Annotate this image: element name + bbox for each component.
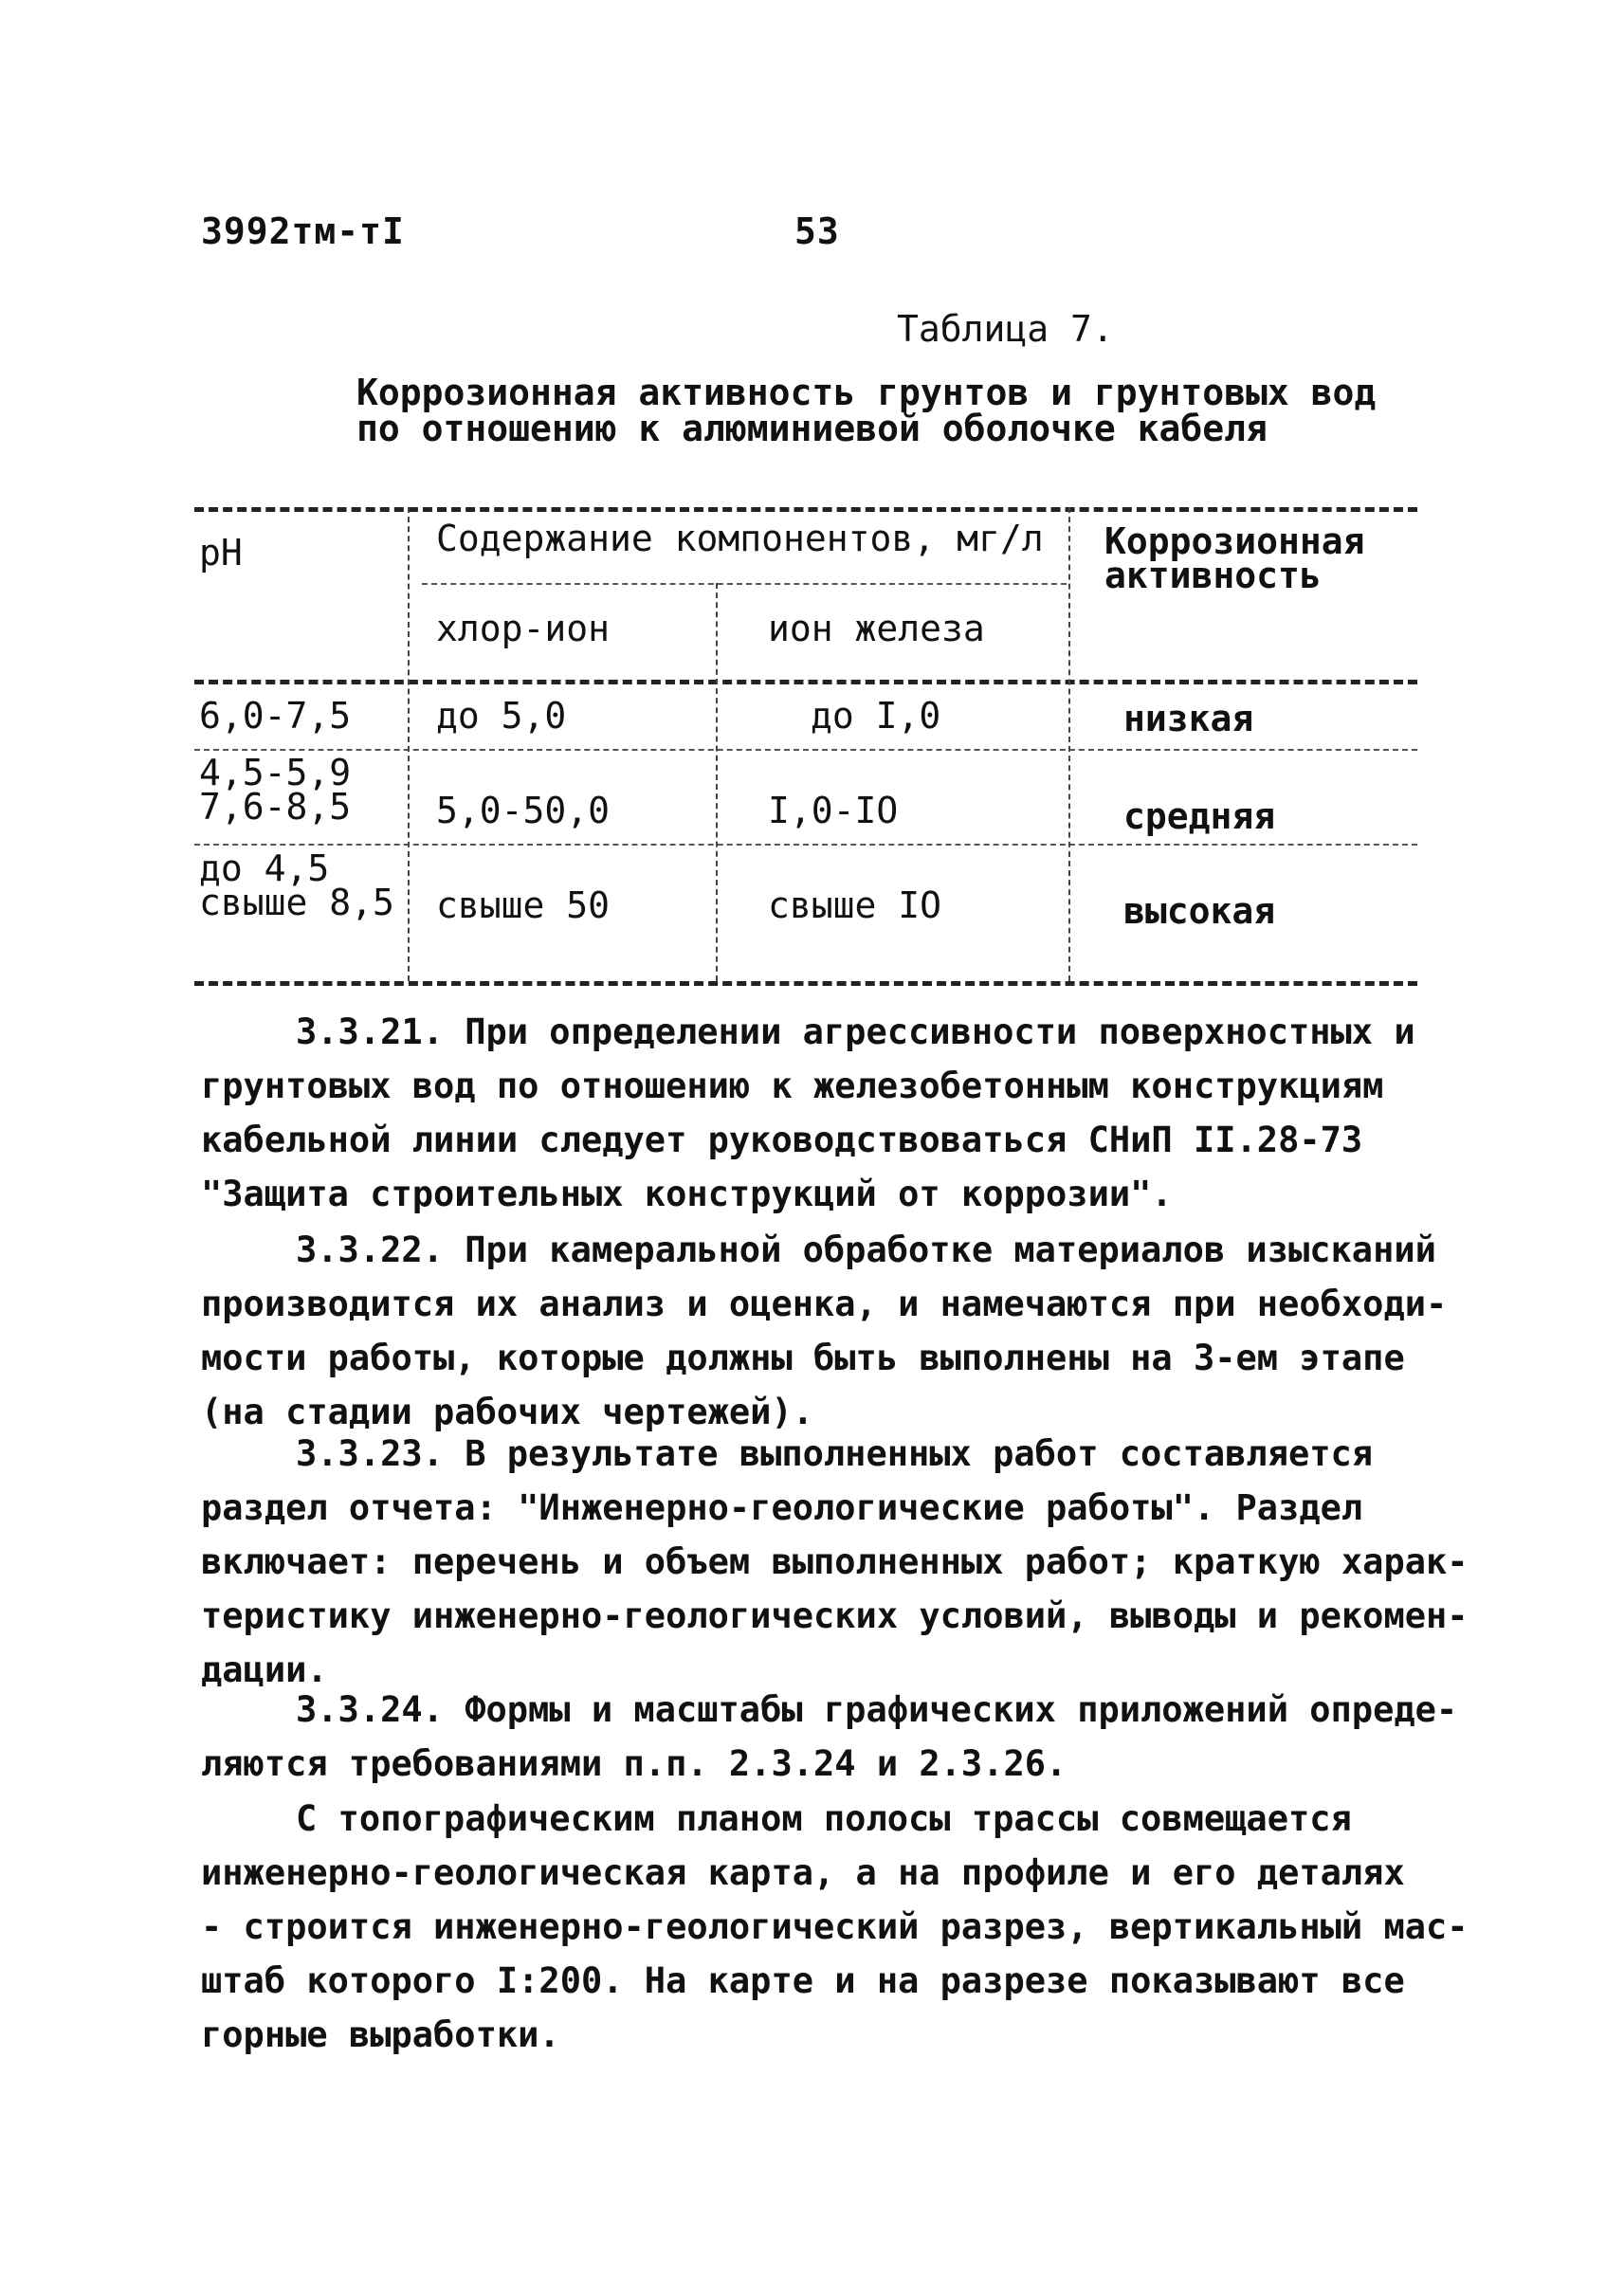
header-ph: pH xyxy=(199,532,243,574)
text-line: С топографическим планом полосы трассы совмещается xyxy=(296,1798,1352,1839)
cell-activity: высокая xyxy=(1123,890,1276,932)
cell-ph-line: до 4,5 xyxy=(199,847,330,889)
text-line: дации. xyxy=(201,1649,328,1690)
text-line: теристику инженерно-геологических условий, выводы и рекомен- xyxy=(201,1595,1469,1636)
cell-iron: I,0-IO xyxy=(768,790,899,831)
row-rule xyxy=(194,844,1417,846)
page-number: 53 xyxy=(794,210,840,252)
header-chlor: хлор-ион xyxy=(436,608,611,649)
cell-ph xyxy=(199,847,394,923)
cell-activity: средняя xyxy=(1123,795,1276,837)
column-rule xyxy=(1068,507,1070,981)
header-content: Содержание компонентов, мг/л xyxy=(436,518,1044,559)
text-line: производится их анализ и оценка, и намечаются при необходи- xyxy=(201,1284,1448,1324)
column-rule xyxy=(716,583,718,981)
text-line: 3.3.22. При камеральной обработке материалов изысканий xyxy=(296,1229,1436,1270)
header-activity-line: активность xyxy=(1104,555,1322,596)
cell-activity: низкая xyxy=(1123,698,1254,739)
cell-ph-line: 4,5-5,9 xyxy=(199,752,352,793)
corrosion-table xyxy=(194,498,1417,991)
text-line: 3.3.23. В результате выполненных работ составляется xyxy=(296,1433,1374,1474)
cell-iron: до I,0 xyxy=(811,695,941,737)
cell-chlor: до 5,0 xyxy=(436,695,567,737)
paragraph-3-3-24 xyxy=(201,1683,1458,1791)
text-line: (на стадии рабочих чертежей). xyxy=(201,1392,814,1432)
table-top-rule xyxy=(194,507,1417,512)
paragraph-3-3-22 xyxy=(201,1223,1448,1439)
cell-chlor: 5,0-50,0 xyxy=(436,790,611,831)
text-line: включает: перечень и объем выполненных работ; краткую харак- xyxy=(201,1541,1469,1582)
cell-ph-line: 7,6-8,5 xyxy=(199,786,352,828)
cell-ph xyxy=(199,752,352,828)
text-line: - строится инженерно-геологический разрез, вертикальный мас- xyxy=(201,1906,1469,1947)
text-line: мости работы, которые должны быть выполнены на 3-ем этапе xyxy=(201,1338,1405,1378)
text-line: "Защита строительных конструкций от коррозии". xyxy=(201,1174,1173,1214)
header-sub-rule xyxy=(422,583,1067,585)
text-line: 3.3.21. При определении агрессивности поверхностных и xyxy=(296,1011,1415,1052)
row-rule xyxy=(194,749,1417,751)
column-rule xyxy=(408,507,410,981)
document-code: 3992тм-тI xyxy=(201,210,405,252)
header-iron: ион железа xyxy=(768,608,985,649)
paragraph-3-3-21 xyxy=(201,1005,1424,1221)
cell-ph-line: свыше 8,5 xyxy=(199,882,394,923)
table-title xyxy=(356,372,1377,449)
paragraph-3-3-23 xyxy=(201,1427,1469,1697)
header-bottom-rule xyxy=(194,680,1417,684)
text-line: грунтовых вод по отношению к железобетонным конструкциям xyxy=(201,1066,1384,1106)
cell-chlor: свыше 50 xyxy=(436,884,611,926)
table-caption: Таблица 7. xyxy=(897,308,1114,350)
table-title-line: по отношению к алюминиевой оболочке кабеля xyxy=(356,408,1268,449)
header-activity-line: Коррозионная xyxy=(1104,520,1365,562)
text-line: инженерно-геологическая карта, а на профиле и его деталях xyxy=(201,1852,1405,1893)
text-line: раздел отчета: "Инженерно-геологические работы". Раздел xyxy=(201,1487,1363,1528)
text-line: ляются требованиями п.п. 2.3.24 и 2.3.26. xyxy=(201,1743,1067,1784)
header-activity xyxy=(1104,520,1365,596)
cell-ph: 6,0-7,5 xyxy=(199,695,352,737)
table-title-line: Коррозионная активность грунтов и грунтовых вод xyxy=(356,372,1377,413)
text-line: горные выработки. xyxy=(201,2014,560,2055)
cell-iron: свыше IO xyxy=(768,884,942,926)
text-line: кабельной линии следует руководствоваться СНиП II.28-73 xyxy=(201,1120,1363,1160)
table-bottom-rule xyxy=(194,981,1417,986)
text-line: штаб которого I:200. На карте и на разрезе показывают все xyxy=(201,1960,1405,2001)
paragraph-topographic xyxy=(201,1792,1469,2062)
text-line: 3.3.24. Формы и масштабы графических приложений опреде- xyxy=(296,1689,1458,1730)
